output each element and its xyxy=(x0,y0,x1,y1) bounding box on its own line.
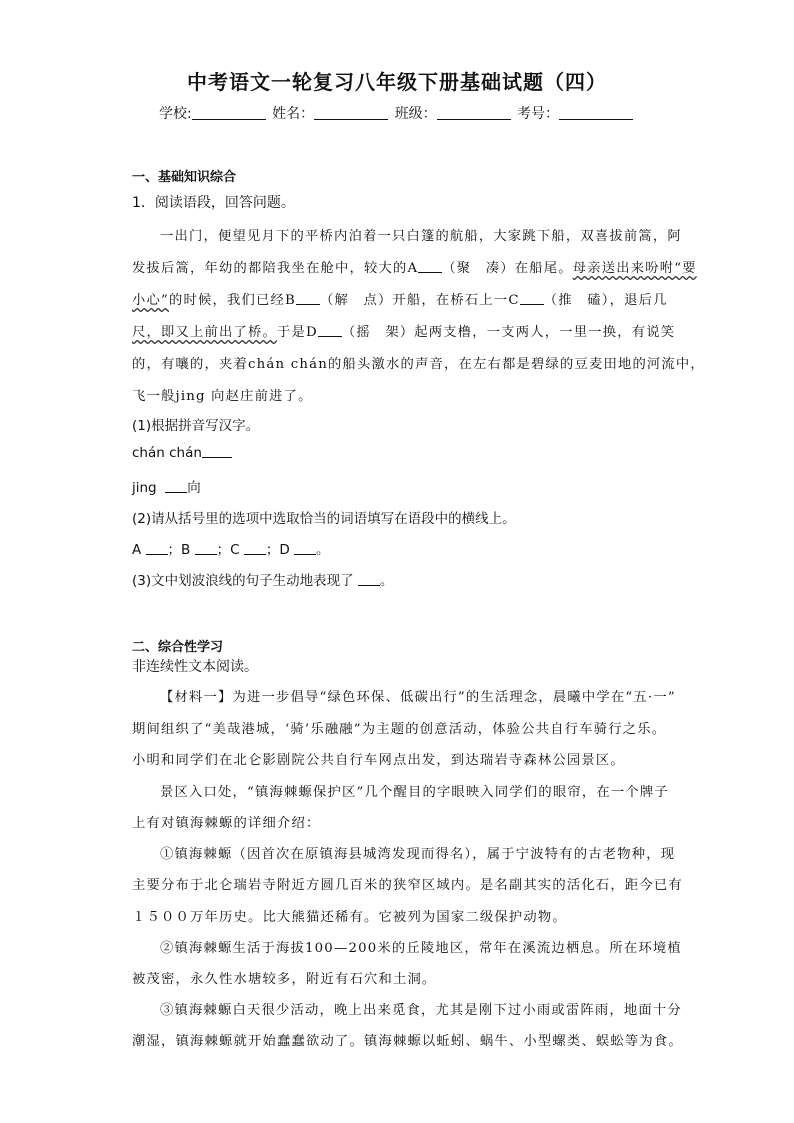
page-title: 中考语文一轮复习八年级下册基础试题（四） xyxy=(187,70,607,94)
sub-question-3: (3)文中划波浪线的句子生动地表现了 。 xyxy=(132,573,394,589)
material-line: 上有对镇海棘螈的详细介绍： xyxy=(132,816,321,831)
wavy-sentence: 小心” xyxy=(132,293,169,308)
sub-question-1: (1)根据拼音写汉字。 xyxy=(132,418,260,434)
answer-blank xyxy=(358,573,380,586)
material-line: 潮湿，镇海棘螈就开始蠢蠢欲动了。镇海棘螈以蚯蚓、蜗牛、小型螺类、蜈蚣等为食。 xyxy=(132,1034,683,1049)
school-blank xyxy=(192,105,266,120)
pinyin-item-2: jing 向 xyxy=(132,480,201,496)
sub-question-2-answers: A ；B ；C ；D 。 xyxy=(132,542,330,558)
name-label: 姓名： xyxy=(272,106,315,122)
passage-line: 小心”的时候，我们已经B （解 点）开船，在桥石上一C （推 磕），退后几 xyxy=(132,293,668,308)
passage-line: 的，有嚷的，夹着chán chán的船头激水的声音，在左右都是碧绿的豆麦田地的河流中， xyxy=(132,357,705,372)
section1-heading: 一、基础知识综合 xyxy=(132,170,237,185)
answer-blank-c xyxy=(244,542,266,555)
material-line: ③镇海棘螈白天很少活动，晚上出来觅食，尤其是刚下过小雨或雷阵雨，地面十分 xyxy=(160,1003,682,1018)
sub-question-2: (2)请从括号里的选项中选取恰当的词语填写在语段中的横线上。 xyxy=(132,511,516,527)
school-label: 学校: xyxy=(158,106,192,122)
blank-a xyxy=(418,260,442,273)
section2-heading: 二、综合性学习 xyxy=(132,640,224,655)
material-line: 景区入口处，“镇海棘螈保护区”几个醒目的字眼映入同学们的眼帘，在一个牌子 xyxy=(160,785,669,800)
material-line: 被茂密，永久性水塘较多，附近有石穴和土洞。 xyxy=(132,972,437,987)
question-1-prompt: 1．阅读语段，回答问题。 xyxy=(132,195,295,211)
student-info-row xyxy=(0,103,794,123)
class-label: 班级： xyxy=(394,106,437,122)
answer-blank-d xyxy=(294,542,316,555)
pinyin-item-1: chán chán xyxy=(132,445,232,461)
exam-no-label: 考号： xyxy=(517,106,560,122)
class-blank xyxy=(437,105,511,120)
passage-line: 尺，即又上前出了桥。于是D （摇 架）起两支橹，一支两人，一里一换，有说笑 xyxy=(132,325,676,340)
material-line: １５００万年历史。比大熊猫还稀有。它被列为国家二级保护动物。 xyxy=(132,910,567,925)
answer-blank xyxy=(202,445,232,458)
material-line: 期间组织了“美哉港城，‘骑’乐融融”为主题的创意活动，体验公共自行车骑行之乐。 xyxy=(132,722,667,737)
name-blank xyxy=(314,105,388,120)
blank-c xyxy=(520,292,544,305)
material-line: 【材料一】为进一步倡导“绿色环保、低碳出行”的生活理念，晨曦中学在“五·一” xyxy=(160,690,676,705)
material-line: ②镇海棘螈生活于海拔100—200米的丘陵地区，常年在溪流边栖息。所在环境植 xyxy=(160,941,682,956)
passage-line: 发拔后篙，年幼的都陪我坐在舱中，较大的A （聚 凑）在船尾。母亲送出来吩咐“要 xyxy=(132,261,697,276)
wavy-sentence: 尺，即又上前出了桥。 xyxy=(132,325,277,340)
section2-intro: 非连续性文本阅读。 xyxy=(132,659,258,675)
exam-no-blank xyxy=(559,105,633,120)
material-line: 主要分布于北仑瑞岩寺附近方圆几百米的狭窄区域内。是名副其实的活化石，距今已有 xyxy=(132,878,683,893)
material-line: ①镇海棘螈（因首次在原镇海县城湾发现而得名），属于宁波特有的古老物种，现 xyxy=(160,847,676,862)
answer-blank-a xyxy=(146,542,168,555)
blank-d xyxy=(318,324,342,337)
answer-blank xyxy=(165,480,187,493)
answer-blank-b xyxy=(195,542,217,555)
material-line: 小明和同学们在北仑影剧院公共自行车网点出发，到达瑞岩寺森林公园景区。 xyxy=(132,753,625,768)
wavy-sentence: 母亲送出来吩咐“要 xyxy=(572,261,697,276)
passage-line: 飞一般jing 向赵庄前进了。 xyxy=(132,389,313,404)
passage-line: 一出门，便望见月下的平桥内泊着一只白篷的航船，大家跳下船，双喜拔前篙，阿 xyxy=(160,229,682,244)
blank-b xyxy=(296,292,320,305)
